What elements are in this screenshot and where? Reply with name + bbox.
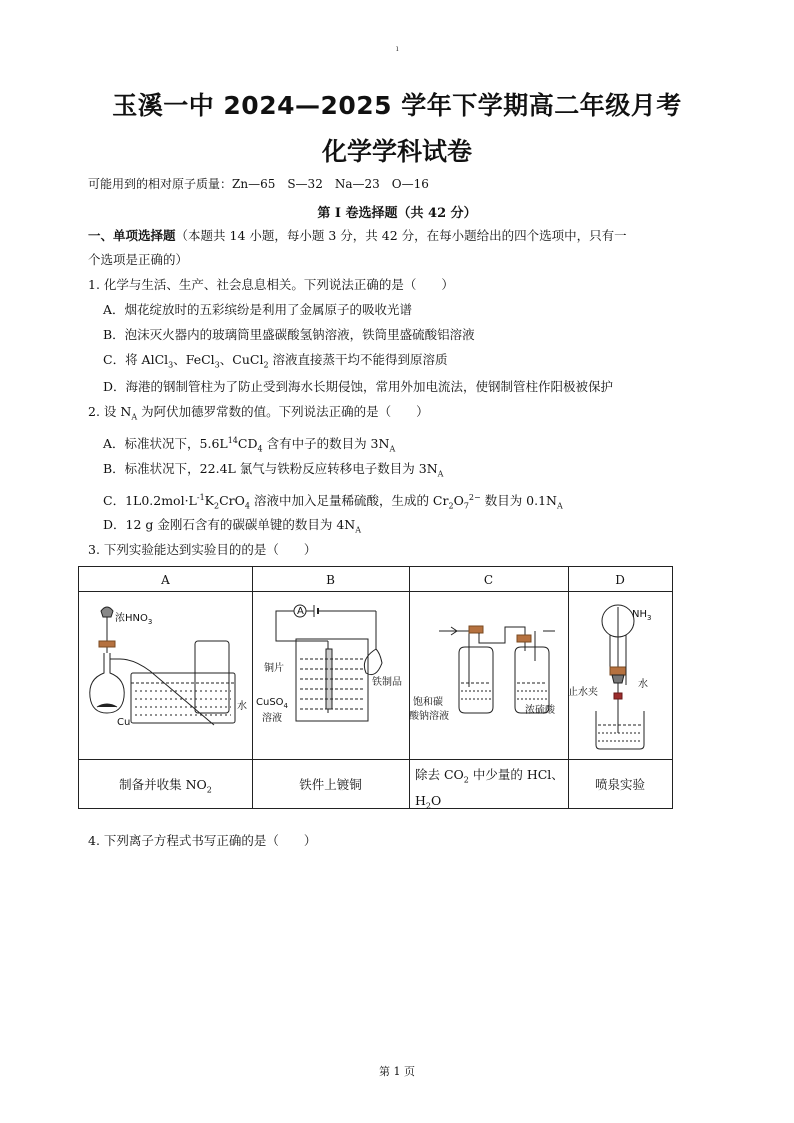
label-na2co3-1: 饱和碳 <box>413 697 443 708</box>
exam-title: 玉溪一中 2024—2025 学年下学期高二年级月考 <box>112 91 682 120</box>
q3-experiment-table <box>78 566 673 809</box>
header-c: C <box>483 573 494 587</box>
header-d: D <box>615 573 625 587</box>
ammeter-label: A <box>297 606 304 617</box>
label-solution: 溶液 <box>262 713 282 724</box>
header-a: A <box>161 573 170 587</box>
caption-b: 铁件上镀铜 <box>299 777 362 792</box>
caption-c: 除去 $CO_2$ 中少量的 HCl、 $H_2O$ <box>415 767 564 810</box>
q3-stem: 3. 下列实验能达到实验目的的是（ ） <box>88 542 317 557</box>
q1-option-b: B．泡沫灭火器内的玻璃筒里盛碳酸氢钠溶液，铁筒里盛硫酸铝溶液 <box>103 327 475 342</box>
instructions-heading: 一、单项选择题 <box>88 228 176 243</box>
top-mark: ı <box>396 44 399 53</box>
q4-stem: 4. 下列离子方程式书写正确的是（ ） <box>88 833 317 848</box>
label-copper: 铜片 <box>264 663 284 674</box>
diagram-c <box>409 595 568 753</box>
q1-option-a: A．烟花绽放时的五彩缤纷是利用了金属原子的吸收光谱 <box>103 302 413 317</box>
q2-option-b: B．标准状况下，22.4L 氯气与铁粉反应转移电子数目为 $3N_A$ <box>103 461 444 479</box>
q2-option-c: C．$1L0.2mol\cdot L^{-1}K_2CrO_4$ 溶液中加入足量稀硫酸，生成的 $Cr_2O_7^{2-}$ 数目为 $0.1N_A$ <box>103 493 563 511</box>
q1-option-d: D．海港的钢制管柱为了防止受到海水长期侵蚀，常用外加电流法，使钢制管柱作阳极被保护 <box>103 379 614 394</box>
instructions-line2: 个选项是正确的） <box>88 252 189 267</box>
label-h2so4: 浓硫酸 <box>525 705 555 716</box>
diagram-d <box>568 595 672 753</box>
atomic-masses: 可能用到的相对原子质量：Zn—65 S—32 Na—23 O—16 <box>88 177 429 191</box>
label-na2co3-2: 酸钠溶液 <box>409 711 449 722</box>
label-water-d: 水 <box>638 679 648 690</box>
instructions-text: （本题共 14 小题，每小题 3 分，共 42 分，在每小题给出的四个选项中，只有一 <box>175 228 627 243</box>
label-water-a: 水 <box>237 701 247 712</box>
label-cuso4: CuSO$_4$ <box>256 697 289 710</box>
q1-option-c: C．将 AlCl$_3$、FeCl$_3$、CuCl$_2$ 溶液直接蒸干均不能得到原溶质 <box>103 352 448 370</box>
exam-subtitle: 化学学科试卷 <box>321 137 472 166</box>
label-iron: 铁制品 <box>372 677 402 688</box>
diagram-b <box>252 595 409 753</box>
q2-option-d: D．12 g 金刚石含有的碳碳单键的数目为 $4N_A$ <box>103 517 362 535</box>
section-title: 第 I 卷选择题（共 42 分） <box>317 206 477 221</box>
caption-a: 制备并收集 $NO_2$ <box>119 777 212 795</box>
q2-option-a: A．标准状况下，$5.6L^{14}CD_4$ 含有中子的数目为 $3N_A$ <box>103 436 396 454</box>
label-hno3: 浓$HNO_3$ <box>115 613 153 626</box>
caption-d: 喷泉实验 <box>594 777 645 792</box>
label-clamp: 止水夹 <box>568 687 598 698</box>
header-b: B <box>326 573 335 587</box>
q1-stem: 1. 化学与生活、生产、社会息息相关。下列说法正确的是（ ） <box>88 277 454 292</box>
q2-stem: 2. 设 $N_A$ 为阿伏加德罗常数的值。下列说法正确的是（ ） <box>88 404 429 422</box>
label-nh3: $NH_3$ <box>632 609 652 622</box>
page-footer: 第 1 页 <box>379 1065 415 1078</box>
label-cu: Cu <box>117 717 131 728</box>
diagram-a <box>79 595 252 753</box>
instructions-line1 <box>88 227 627 245</box>
